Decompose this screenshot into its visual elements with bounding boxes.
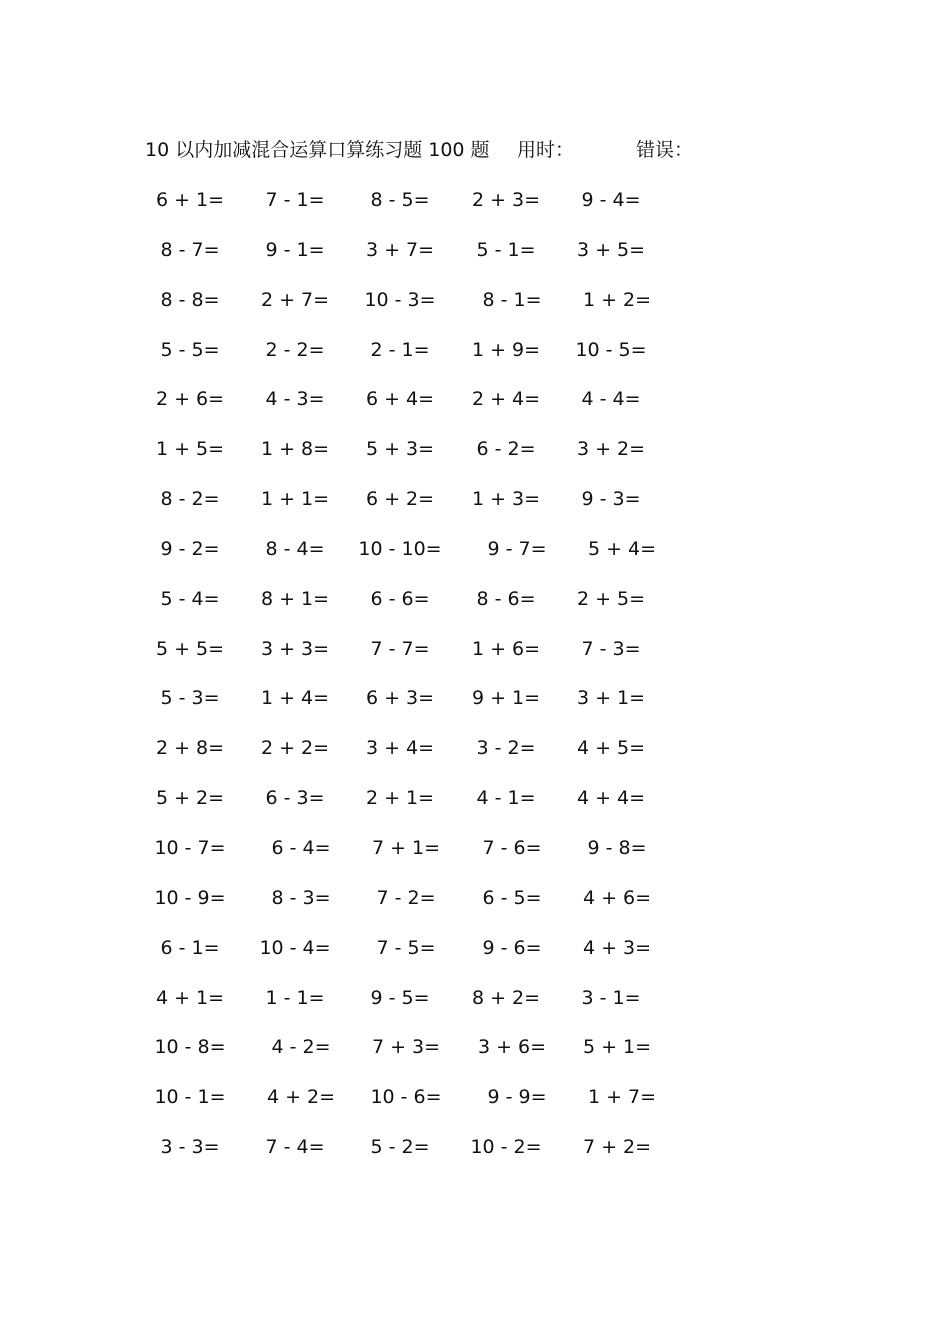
math-problem: 6 - 6=: [370, 587, 430, 610]
math-problem: 1 + 4=: [260, 687, 330, 710]
math-problem: 3 - 2=: [476, 737, 536, 760]
math-problem: 4 + 5=: [576, 737, 646, 760]
math-problem: 6 + 1=: [155, 189, 225, 211]
problem-row: [140, 984, 680, 1034]
math-problem: 5 - 2=: [370, 1136, 430, 1159]
math-problem: 7 - 5=: [376, 936, 436, 959]
math-problem: 10 - 7=: [154, 836, 226, 859]
math-problem: 9 - 6=: [482, 936, 542, 959]
math-problem: 5 + 3=: [365, 438, 435, 461]
problem-row: [140, 784, 680, 834]
math-problem: 3 + 7=: [365, 238, 435, 261]
math-problem: 8 - 5=: [370, 189, 430, 211]
math-problem: 7 - 7=: [370, 637, 430, 660]
math-problem: 9 - 9=: [487, 1086, 547, 1109]
math-problem: 2 - 1=: [370, 338, 430, 361]
math-problem: 6 - 5=: [482, 886, 542, 909]
math-problem: 1 + 9=: [471, 338, 541, 361]
math-problem: 1 + 1=: [260, 488, 330, 511]
math-problem: 5 - 1=: [476, 238, 536, 261]
math-problem: 5 - 4=: [160, 587, 220, 610]
problem-row: [140, 934, 680, 984]
math-problem: 1 + 6=: [471, 637, 541, 660]
problem-row: [140, 884, 680, 934]
math-problem: 9 - 1=: [265, 238, 325, 261]
math-problem: 1 + 3=: [471, 488, 541, 511]
math-problem: 2 + 4=: [471, 388, 541, 411]
math-problem: 3 + 6=: [477, 1036, 547, 1059]
math-problem: 10 - 10=: [358, 537, 442, 560]
math-problem: 5 - 3=: [160, 687, 220, 710]
math-problem: 3 + 5=: [576, 238, 646, 261]
math-problem: 8 - 3=: [271, 886, 331, 909]
math-problem: 2 + 8=: [155, 737, 225, 760]
math-problem: 8 - 1=: [482, 288, 542, 311]
problem-row: [140, 635, 680, 685]
time-label: 用时：: [517, 139, 575, 161]
math-problem: 3 - 1=: [581, 986, 641, 1009]
math-problem: 7 - 2=: [376, 886, 436, 909]
math-problem: 8 - 2=: [160, 488, 220, 511]
math-problem: 6 + 2=: [365, 488, 435, 511]
math-problem: 3 + 3=: [260, 637, 330, 660]
math-problem: 6 + 4=: [365, 388, 435, 411]
problem-row: [140, 385, 680, 435]
math-problem: 2 + 7=: [260, 288, 330, 311]
math-problem: 5 + 1=: [582, 1036, 652, 1059]
problem-row: [140, 1083, 680, 1133]
math-problem: 4 + 2=: [266, 1086, 336, 1109]
math-problem: 5 + 5=: [155, 637, 225, 660]
math-problem: 1 + 8=: [260, 438, 330, 461]
math-problem: 9 - 5=: [370, 986, 430, 1009]
math-problem: 5 + 4=: [587, 537, 657, 560]
math-problem: 4 + 1=: [155, 986, 225, 1009]
math-problem: 4 + 6=: [582, 886, 652, 909]
problem-row: [140, 1133, 680, 1183]
math-problem: 6 - 1=: [160, 936, 220, 959]
math-problem: 3 - 3=: [160, 1136, 220, 1159]
math-problem: 7 - 4=: [265, 1136, 325, 1159]
problem-row: [140, 236, 680, 286]
math-problem: 9 - 3=: [581, 488, 641, 511]
worksheet-title: 10 以内加减混合运算口算练习题 100 题: [145, 139, 490, 161]
math-problem: 8 - 4=: [265, 537, 325, 560]
math-problem: 10 - 8=: [154, 1036, 226, 1059]
math-problem: 7 - 1=: [265, 189, 325, 211]
problem-row: [140, 684, 680, 734]
math-problem: 5 + 2=: [155, 787, 225, 810]
problem-row: [140, 585, 680, 635]
math-problem: 8 - 6=: [476, 587, 536, 610]
math-problem: 6 - 4=: [271, 836, 331, 859]
math-problem: 3 + 1=: [576, 687, 646, 710]
math-problem: 4 - 4=: [581, 388, 641, 411]
math-problem: 1 - 1=: [265, 986, 325, 1009]
math-problem: 6 - 3=: [265, 787, 325, 810]
problem-row: [140, 1033, 680, 1083]
problem-row: [140, 485, 680, 535]
math-problem: 4 - 2=: [271, 1036, 331, 1059]
math-problem: 2 + 5=: [576, 587, 646, 610]
math-problem: 9 - 8=: [587, 836, 647, 859]
math-problem: 7 + 1=: [371, 836, 441, 859]
math-problem: 8 + 2=: [471, 986, 541, 1009]
math-problem: 1 + 5=: [155, 438, 225, 461]
math-problem: 2 + 6=: [155, 388, 225, 411]
errors-label: 错误：: [636, 139, 694, 161]
math-problem: 4 + 3=: [582, 936, 652, 959]
math-problem: 1 + 2=: [582, 288, 652, 311]
math-problem: 7 + 2=: [582, 1136, 652, 1159]
math-problem: 3 + 4=: [365, 737, 435, 760]
math-problem: 8 + 1=: [260, 587, 330, 610]
math-problem: 2 + 1=: [365, 787, 435, 810]
problem-row: [140, 734, 680, 784]
problem-row: [140, 535, 680, 585]
math-problem: 7 - 6=: [482, 836, 542, 859]
math-problem: 10 - 9=: [154, 886, 226, 909]
math-problem: 8 - 8=: [160, 288, 220, 311]
problem-row: [140, 834, 680, 884]
math-problem: 4 - 1=: [476, 787, 536, 810]
math-problem: 10 - 2=: [470, 1136, 542, 1159]
math-problem: 4 - 3=: [265, 388, 325, 411]
math-problem: 10 - 3=: [364, 288, 436, 311]
math-problem: 9 - 2=: [160, 537, 220, 560]
problem-row: [140, 186, 680, 236]
math-problem: 6 - 2=: [476, 438, 536, 461]
math-problem: 7 + 3=: [371, 1036, 441, 1059]
math-problem: 10 - 1=: [154, 1086, 226, 1109]
math-problem: 9 - 7=: [487, 537, 547, 560]
math-problem: 6 + 3=: [365, 687, 435, 710]
problem-row: [140, 435, 680, 485]
math-problem: 10 - 6=: [370, 1086, 442, 1109]
math-problem: 4 + 4=: [576, 787, 646, 810]
math-problem: 5 - 5=: [160, 338, 220, 361]
math-problem: 8 - 7=: [160, 238, 220, 261]
problem-row: [140, 286, 680, 336]
math-problem: 2 + 3=: [471, 189, 541, 211]
math-problem: 3 + 2=: [576, 438, 646, 461]
math-problem: 9 - 4=: [581, 189, 641, 211]
math-problem: 9 + 1=: [471, 687, 541, 710]
math-problem: 10 - 5=: [575, 338, 647, 361]
math-problem: 10 - 4=: [259, 936, 331, 959]
math-problem: 1 + 7=: [587, 1086, 657, 1109]
math-problem: 2 + 2=: [260, 737, 330, 760]
math-problem: 2 - 2=: [265, 338, 325, 361]
problem-row: [140, 336, 680, 386]
problem-grid: [140, 186, 680, 1183]
math-problem: 7 - 3=: [581, 637, 641, 660]
